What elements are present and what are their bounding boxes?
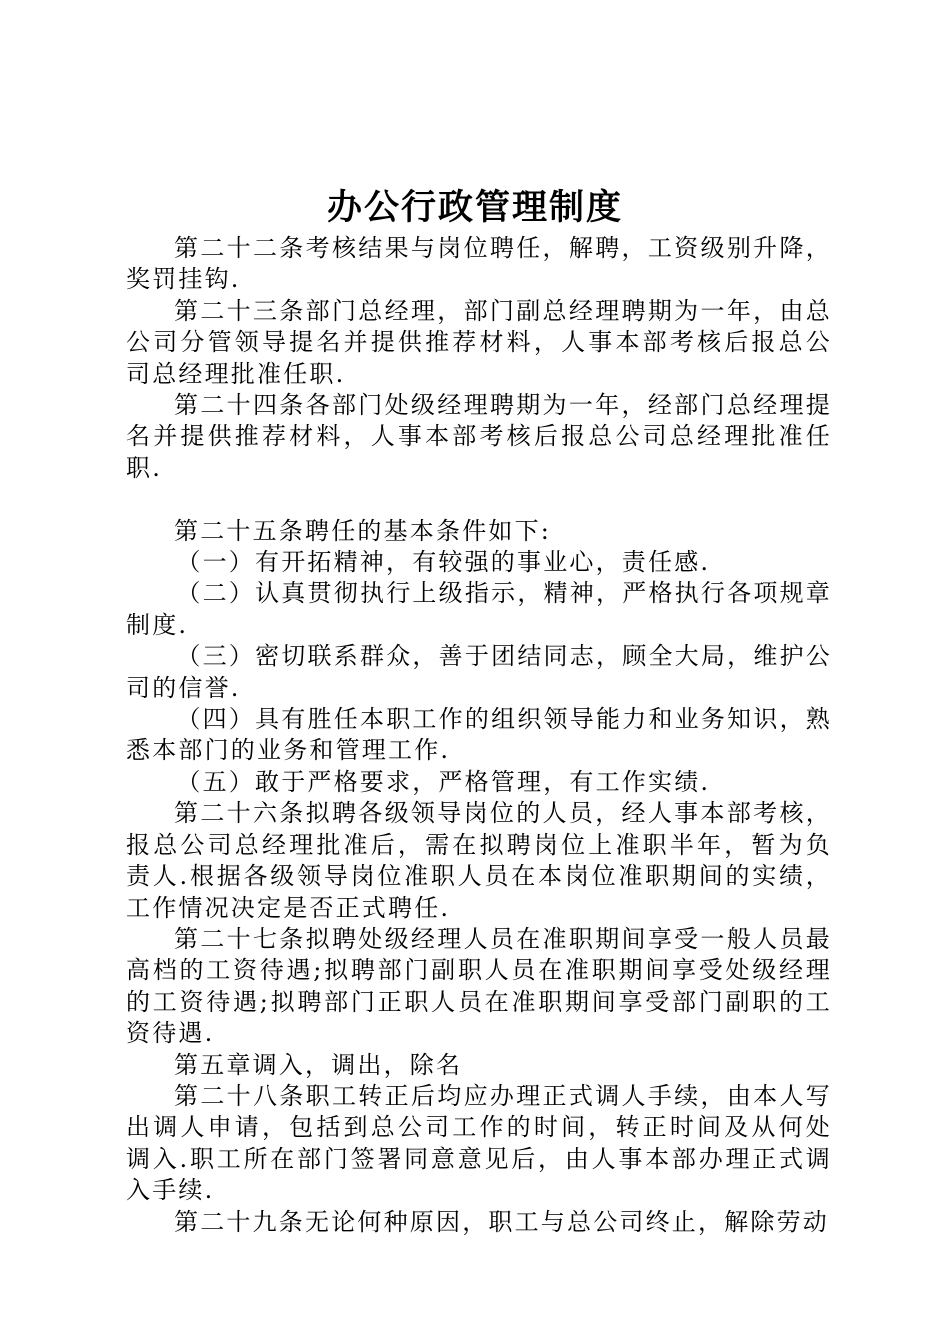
article-29: 第二十九条无论何种原因，职工与总公司终止，解除劳动 [174, 1207, 829, 1236]
condition-item-3: （三）密切联系群众，善于团结同志，顾全大局，维护公司的信誉. [126, 642, 832, 702]
chapter-5-heading: 第五章调入，调出，除名 [174, 1050, 463, 1079]
article-26: 第二十六条拟聘各级领导岗位的人员，经人事本部考核，报总公司总经理批准后，需在拟聘岗位上准职半年，暂为负责人.根据各级领导岗位准职人员在本岗位准职期间的实绩，工作情况决定是否正式聘任. [126, 799, 832, 922]
article-24: 第二十四条各部门处级经理聘期为一年，经部门总经理提名并提供推荐材料，人事本部考核后报总公司总经理批准任职. [126, 391, 832, 482]
condition-item-5: （五）敢于严格要求，严格管理，有工作实绩. [176, 767, 711, 796]
article-22: 第二十二条考核结果与岗位聘任，解聘，工资级别升降，奖罚挂钩. [126, 234, 832, 294]
article-23: 第二十三条部门总经理，部门副总经理聘期为一年，由总公司分管领导提名并提供推荐材料，人事本部考核后报总公司总经理批准任职. [126, 296, 832, 388]
condition-item-1: （一）有开拓精神，有较强的事业心，责任感. [176, 548, 711, 577]
article-28: 第二十八条职工转正后均应办理正式调人手续，由本人写出调人申请，包括到总公司工作的时间，转正时间及从何处调入.职工所在部门签署同意意见后，由人事本部办理正式调入手续. [126, 1081, 832, 1205]
article-27: 第二十七条拟聘处级经理人员在准职期间享受一般人员最高档的工资待遇;拟聘部门副职人员在准职期间享受处级经理的工资待遇;拟聘部门正职人员在准职期间享受部门副职的工资待遇. [126, 924, 832, 1048]
article-25: 第二十五条聘任的基本条件如下: [174, 516, 552, 545]
condition-item-2: （二）认真贯彻执行上级指示，精神，严格执行各项规章制度. [126, 579, 832, 639]
document-title: 办公行政管理制度 [326, 188, 623, 228]
condition-item-4: （四）具有胜任本职工作的组织领导能力和业务知识，熟悉本部门的业务和管理工作. [126, 705, 832, 765]
document-body [126, 233, 832, 1238]
